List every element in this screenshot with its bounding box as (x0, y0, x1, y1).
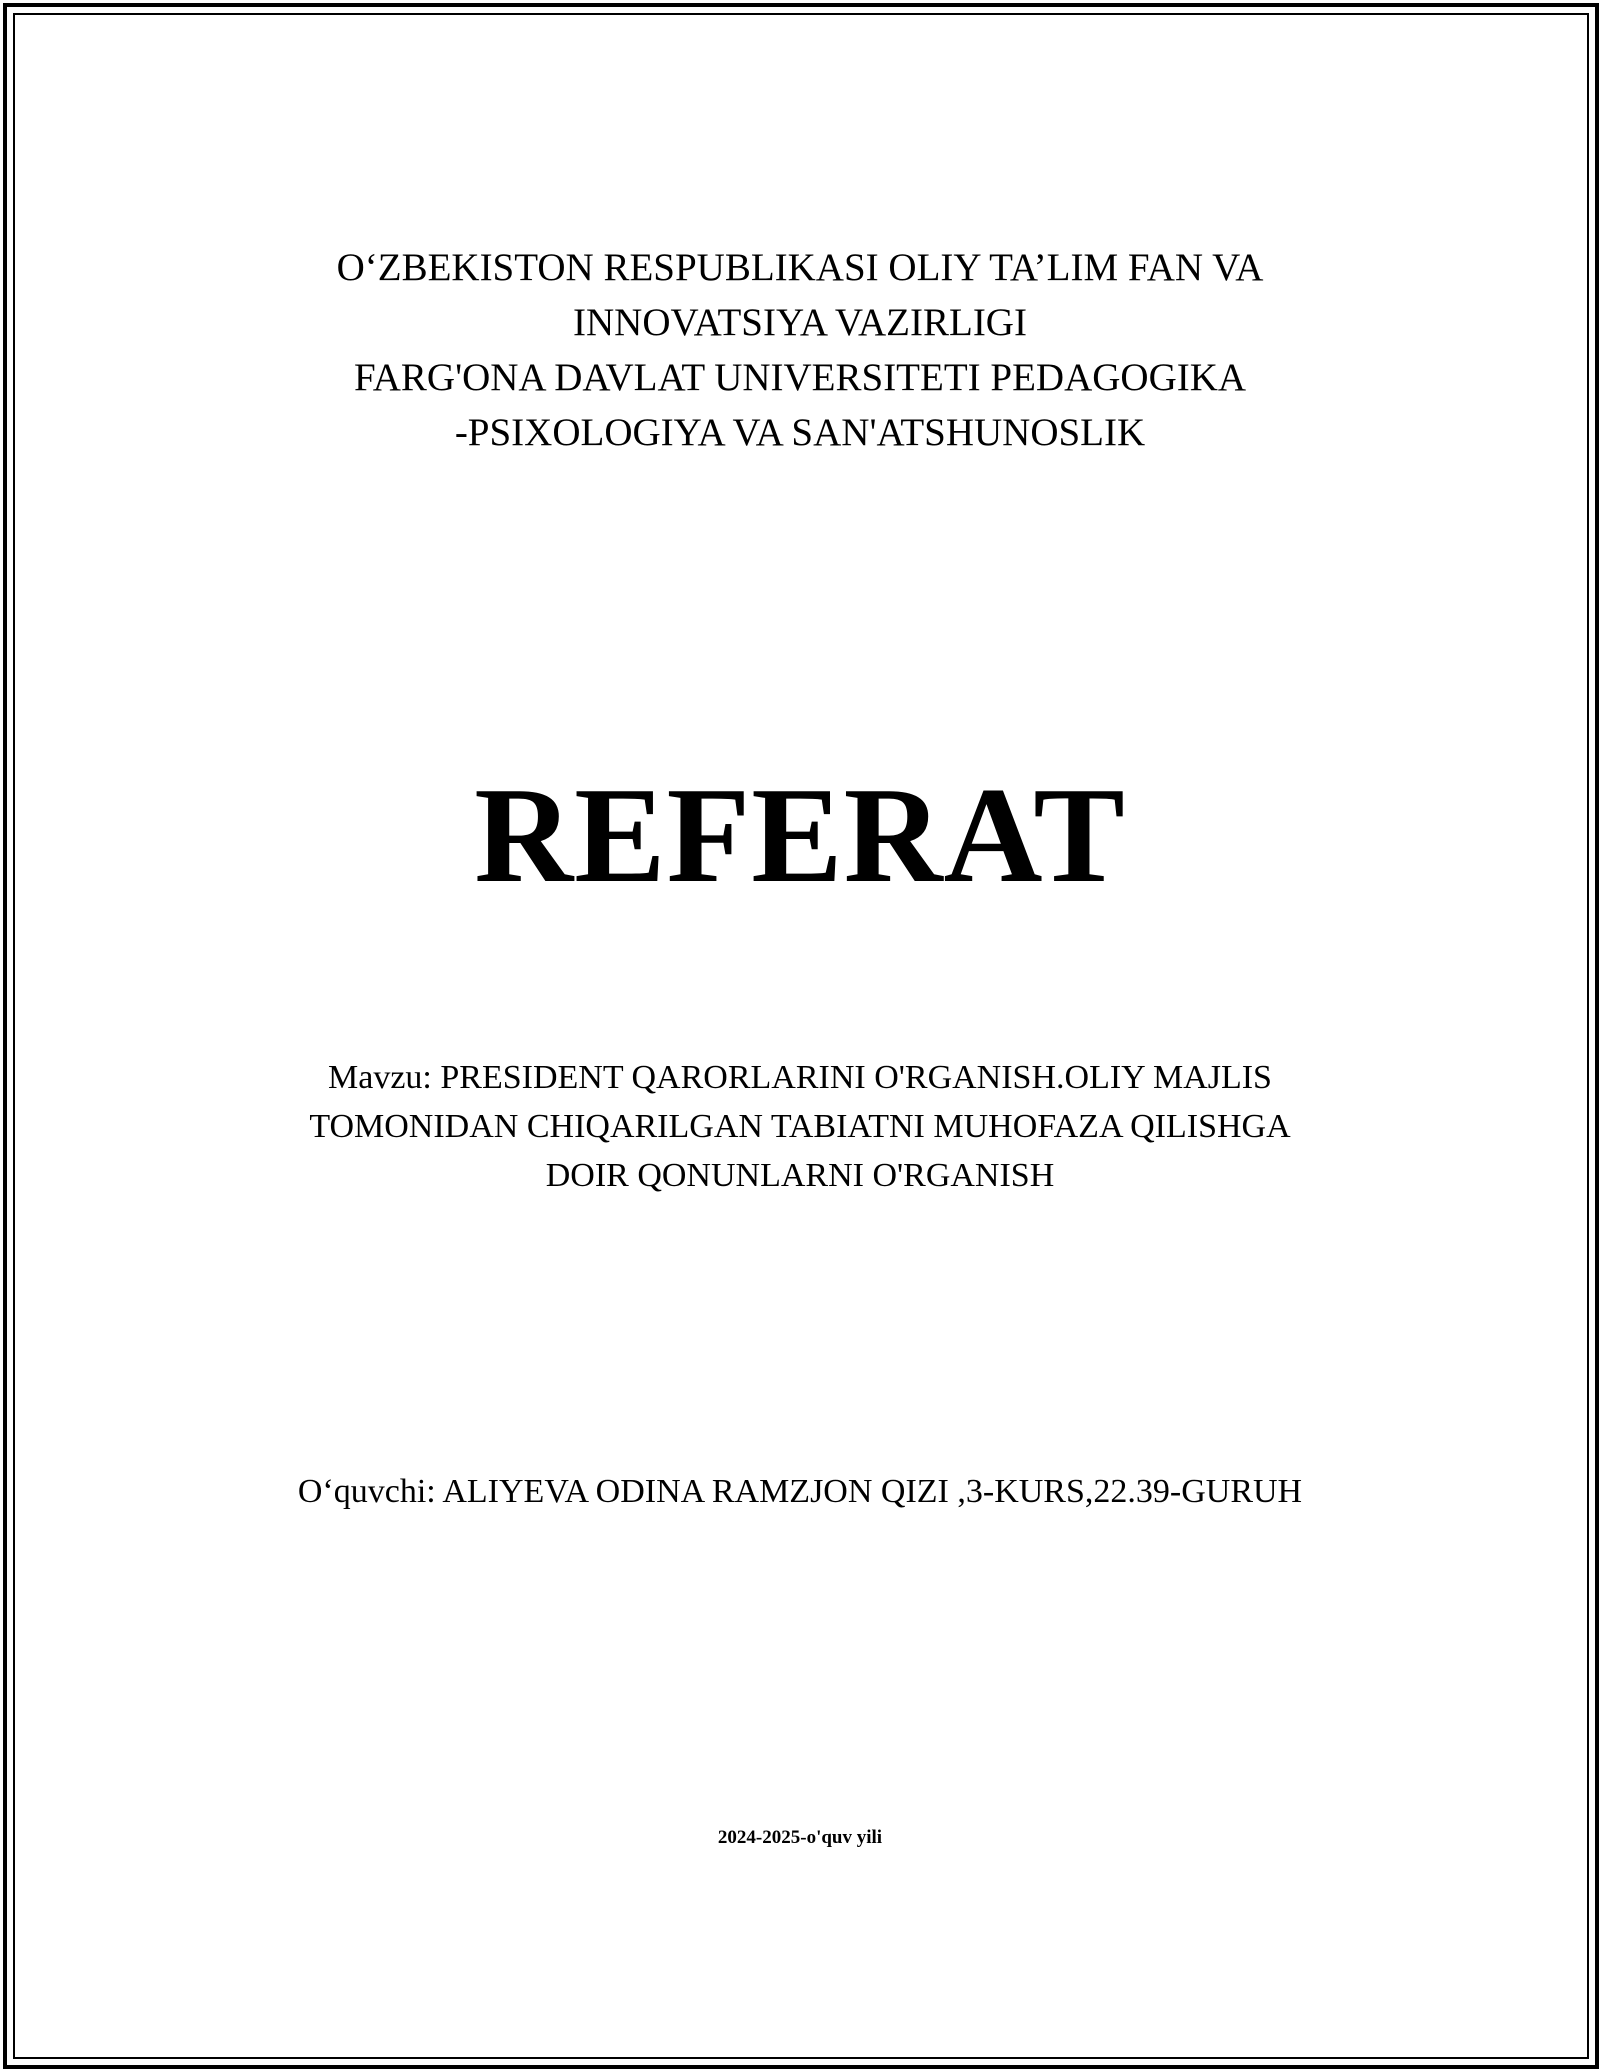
topic-line-2: TOMONIDAN CHIQARILGAN TABIATNI MUHOFAZA QILISHGA (309, 1108, 1291, 1145)
header-line-3: FARG'ONA DAVLAT UNIVERSITETI PEDAGOGIKA (353, 356, 1247, 399)
academic-year: 2024-2025-o'quv yili (717, 1827, 883, 1848)
topic-line-3: DOIR QONUNLARNI O'RGANISH (545, 1157, 1055, 1194)
header-line-2: INNOVATSIYA VAZIRLIGI (573, 301, 1027, 344)
topic-block (0, 1053, 1600, 1200)
header-line-1: O‘ZBEKISTON RESPUBLIKASI OLIY TA’LIM FAN VA (336, 246, 1264, 289)
header-line-4: -PSIXOLOGIYA VA SAN'ATSHUNOSLIK (454, 411, 1146, 454)
topic-line-1: Mavzu: PRESIDENT QARORLARINI O'RGANISH.OLIY MAJLIS (328, 1059, 1272, 1096)
student-info: O‘quvchi: ALIYEVA ODINA RAMZJON QIZI ,3-KURS,22.39-GURUH (297, 1473, 1303, 1510)
institution-header (0, 240, 1600, 460)
document-title: REFERAT (474, 759, 1126, 911)
